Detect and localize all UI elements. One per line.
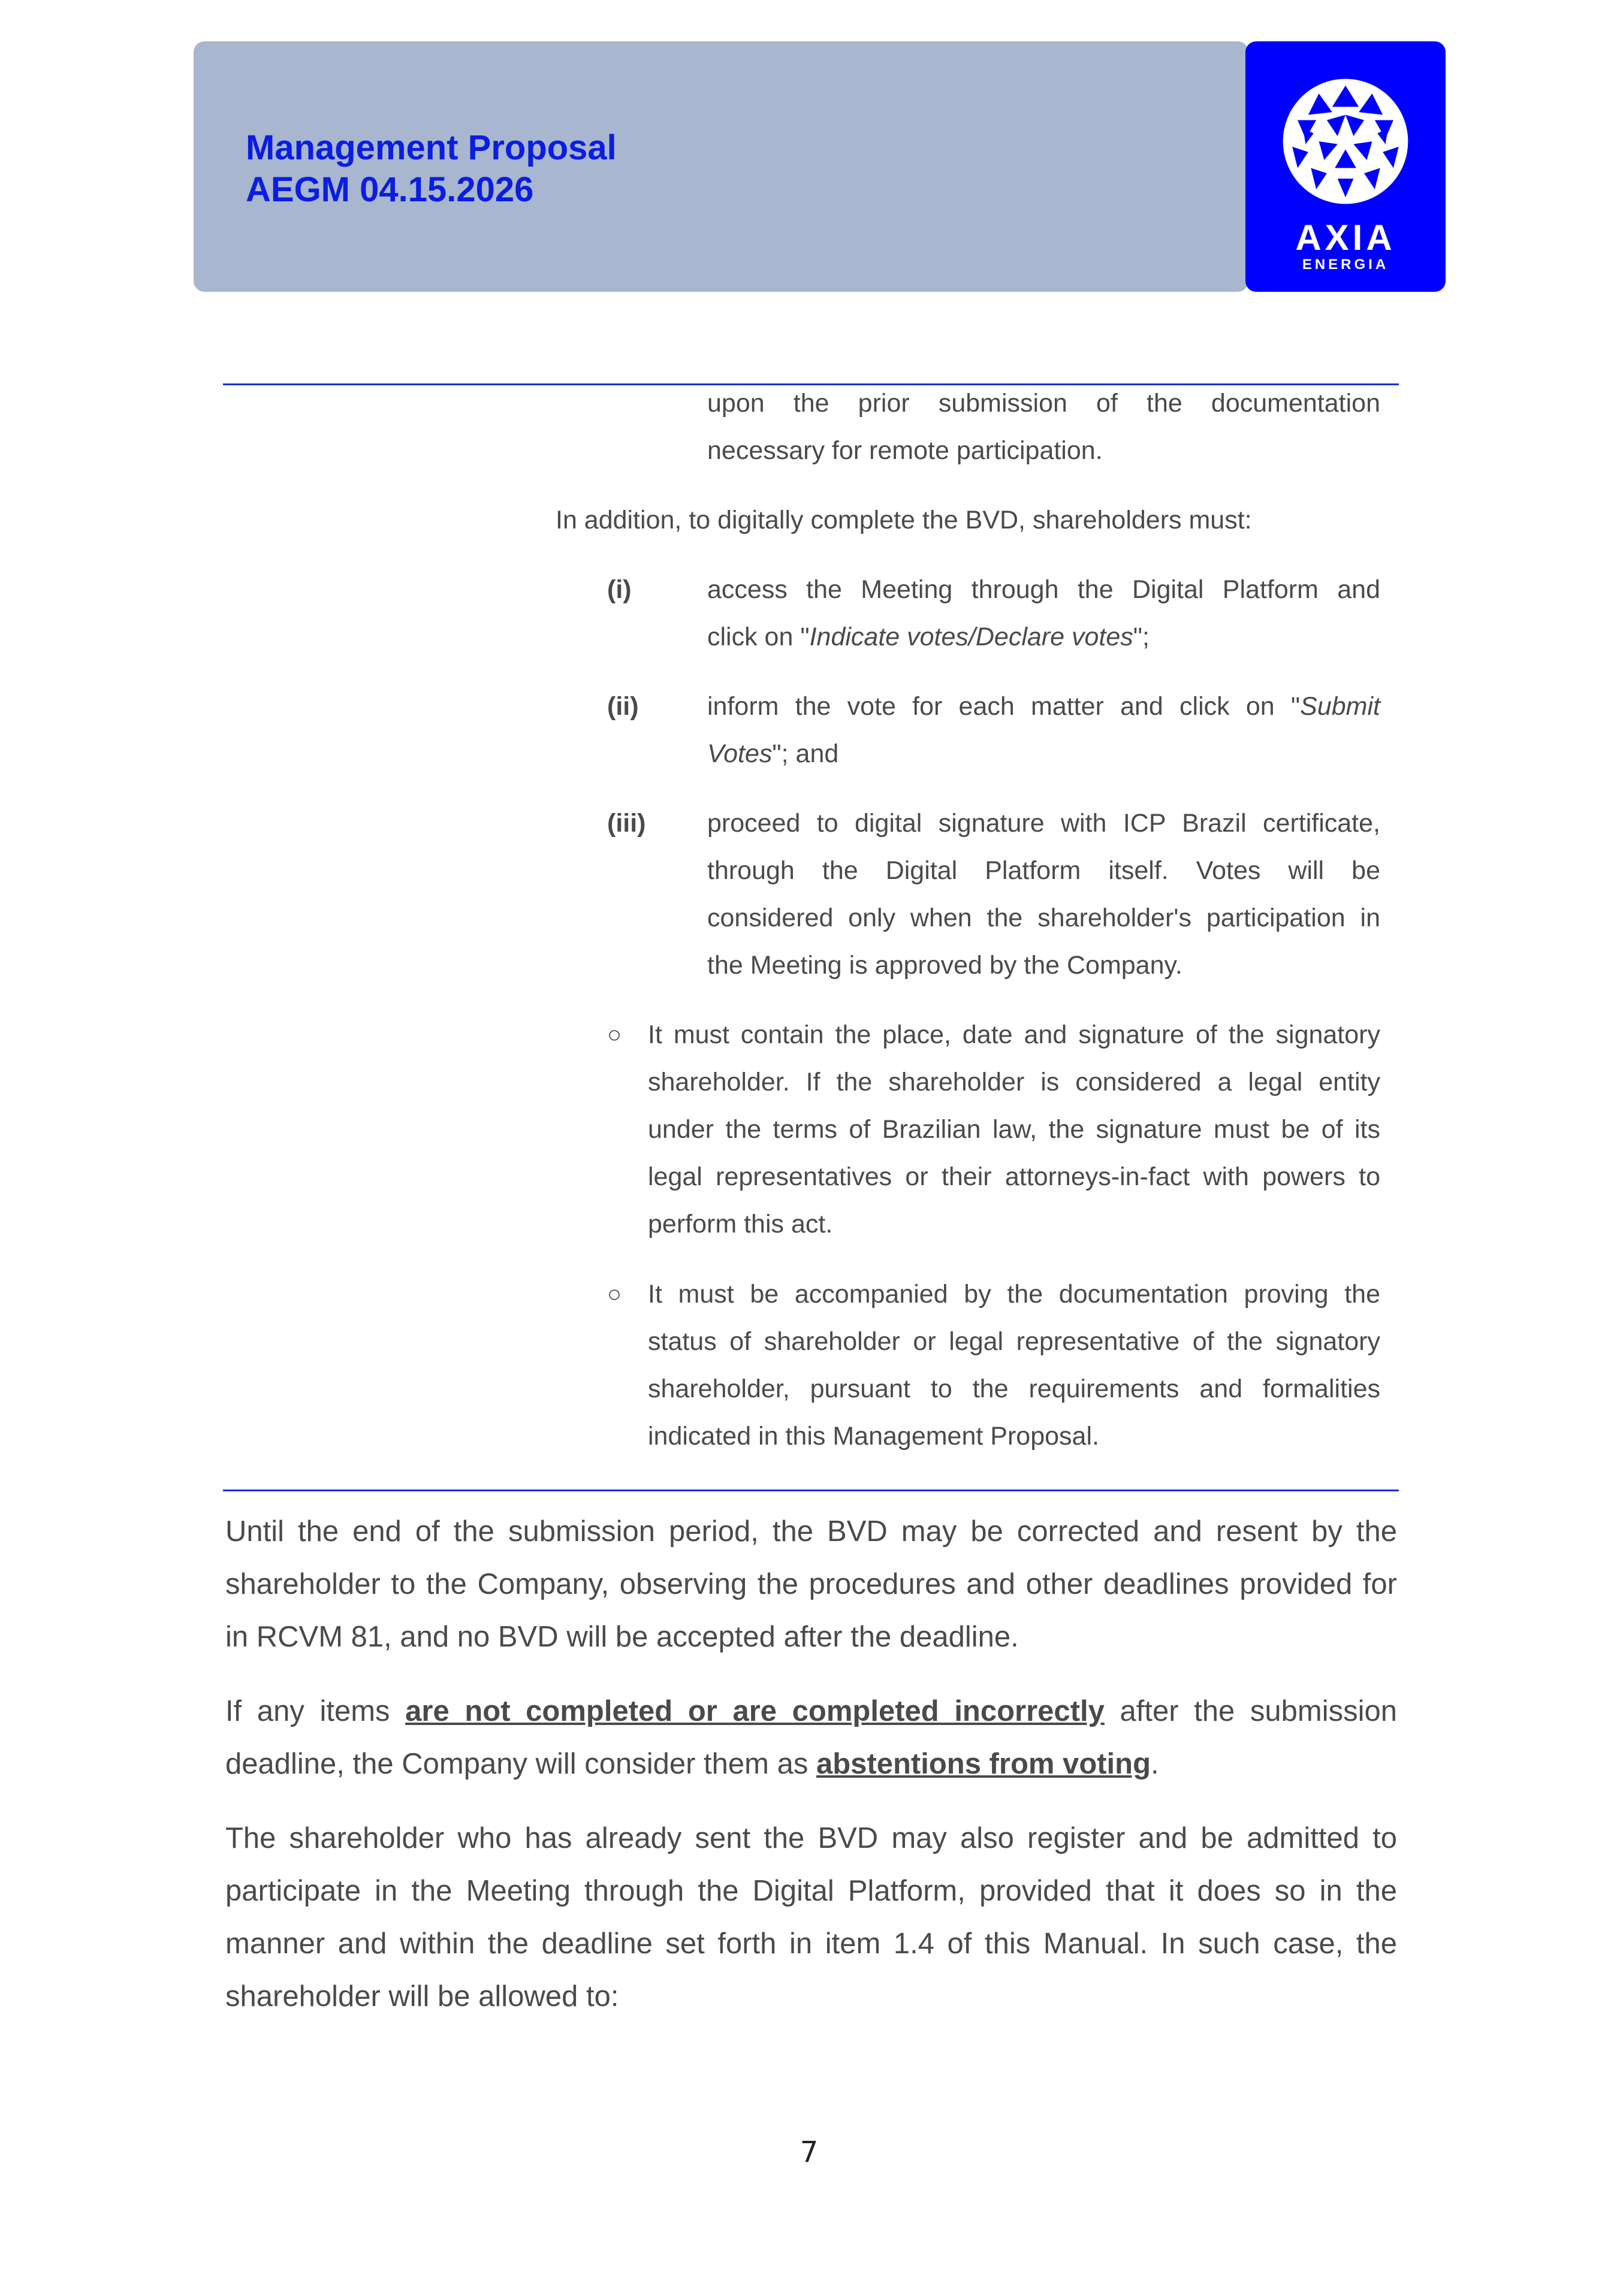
bullet-2-line: indicated in this Management Proposal. (648, 1422, 1099, 1451)
item-3-line-4: the Meeting is approved by the Company. (707, 951, 1182, 980)
paragraph-1-line: shareholder to the Company, observing the procedures and other deadlines provided for (225, 1568, 1397, 1600)
item-3-line-2: through the Digital Platform itself. Votes will be (707, 856, 1380, 885)
bullet-2-line: status of shareholder or legal representative of the signatory (648, 1327, 1380, 1356)
bullet-1-line: perform this act. (648, 1210, 833, 1238)
paragraph-3-line: manner and within the deadline set forth in item 1.4 of this Manual. In such case, the (225, 1928, 1397, 1960)
bullet-1-line: It must contain the place, date and signature of the signatory (648, 1020, 1380, 1049)
intro-line-1: upon the prior submission of the documentation (707, 389, 1380, 418)
page-number: 7 (800, 2135, 819, 2169)
item-2-line-2: Votes"; and (707, 739, 839, 768)
item-1-line-2: click on "Indicate votes/Declare votes"; (707, 623, 1150, 651)
paragraph-3-line: shareholder will be allowed to: (225, 1980, 619, 2013)
item-1-line-1: access the Meeting through the Digital Platform and (707, 575, 1380, 604)
item-3-line-3: considered only when the shareholder's participation in (707, 904, 1380, 932)
item-label: (i) (607, 575, 632, 604)
paragraph-2-line-1: If any items are not completed or are completed incorrectly after the submission (225, 1695, 1397, 1727)
company-logo (1245, 41, 1446, 292)
bullet-1-line: under the terms of Brazilian law, the signature must be of its (648, 1115, 1380, 1144)
logo-name: AXIA (1295, 217, 1396, 258)
bullet-2-line: It must be accompanied by the documentation proving the (648, 1280, 1380, 1309)
paragraph-2-line-2: deadline, the Company will consider them as abstentions from voting. (225, 1748, 1159, 1780)
intro-line-2: necessary for remote participation. (707, 436, 1103, 465)
globe-logo-icon (1279, 75, 1412, 208)
bullet-marker: ○ (607, 1281, 622, 1307)
emphasis-abstentions: abstentions from voting (816, 1748, 1151, 1780)
paragraph-1-line: in RCVM 81, and no BVD will be accepted after the deadline. (225, 1621, 1019, 1653)
document-title (246, 127, 617, 211)
logo-subtitle: ENERGIA (1302, 256, 1389, 273)
bullet-1-line: shareholder. If the shareholder is considered a legal entity (648, 1068, 1380, 1096)
item-2-line-1: inform the vote for each matter and click on "Submit (707, 692, 1380, 721)
item-label: (ii) (607, 692, 639, 721)
paragraph-1-line: Until the end of the submission period, the BVD may be corrected and resent by the (225, 1515, 1397, 1548)
emphasis-incomplete-items: are not completed or are completed incorrectly (405, 1695, 1105, 1727)
title-line-2: AEGM 04.15.2026 (246, 170, 534, 209)
paragraph-3-line: participate in the Meeting through the Digital Platform, provided that it does so in the (225, 1875, 1397, 1907)
item-3-line-1: proceed to digital signature with ICP Brazil certificate, (707, 809, 1380, 838)
addition-sentence: In addition, to digitally complete the BVD, shareholders must: (556, 506, 1252, 534)
bullet-marker: ○ (607, 1022, 622, 1048)
paragraph-3-line: The shareholder who has already sent the BVD may also register and be admitted to (225, 1822, 1397, 1854)
title-line-1: Management Proposal (246, 128, 617, 167)
item-label: (iii) (607, 809, 646, 838)
bottom-divider (223, 1490, 1399, 1491)
bullet-1-line: legal representatives or their attorneys-in-fact with powers to (648, 1162, 1380, 1191)
bullet-2-line: shareholder, pursuant to the requirements and formalities (648, 1374, 1380, 1403)
